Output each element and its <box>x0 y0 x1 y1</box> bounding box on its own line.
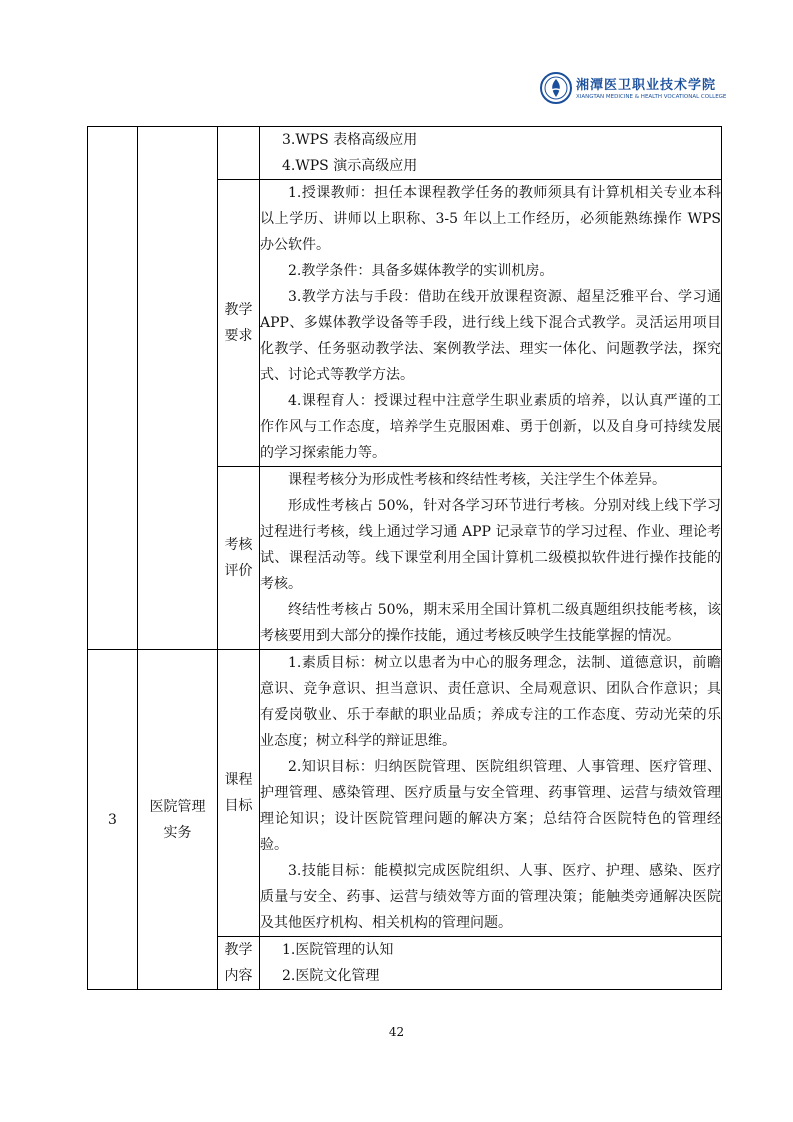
objectives-cell <box>260 650 722 937</box>
content-items-cell <box>260 127 722 180</box>
assessment-label: 考核 评价 <box>218 467 260 650</box>
content-cell <box>260 937 722 990</box>
college-name-cn: 湘潭医卫职业技术学院 <box>576 78 717 93</box>
list-item: 1.医院管理的认知 <box>282 942 394 958</box>
assessment-cell <box>260 467 722 650</box>
assessment-paragraph: 终结性考核占 50%，期末采用全国计算机二级真题组织技能考核，该考核要用到大部分的操作技能，通过考核反映学生技能掌握的情况。 <box>260 602 721 644</box>
requirement-paragraph: 3.教学方法与手段：借助在线开放课程资源、超星泛雅平台、学习通 APP、多媒体教学设备等手段，进行线上线下混合式教学。灵活运用项目化教学、任务驱动教学法、案例教学法、理实一体化、问题教学法，探究式、讨论式等教学方法。 <box>260 289 721 383</box>
list-item: 2.医院文化管理 <box>282 968 380 984</box>
table-row <box>88 650 722 937</box>
requirements-label: 教学 要求 <box>218 180 260 467</box>
objective-paragraph: 1.素质目标：树立以患者为中心的服务理念，法制、道德意识，前瞻意识、竞争意识、担当意识、责任意识、全局观意识、团队合作意识；具有爱岗敬业、乐于奉献的职业品质；养成专注的工作态度、劳动光荣的乐业态度；树立科学的辩证思维。 <box>260 655 721 749</box>
requirements-cell <box>260 180 722 467</box>
course-number-cell: 3 <box>88 650 138 990</box>
course-name-cell: 医院管理 实务 <box>138 650 218 990</box>
college-logo <box>540 68 727 114</box>
course-name-cell-empty <box>138 127 218 650</box>
list-item: 4.WPS 演示高级应用 <box>282 158 418 174</box>
assessment-paragraph: 课程考核分为形成性考核和终结性考核，关注学生个体差异。 <box>288 472 666 488</box>
content-label-cell-empty <box>218 127 260 180</box>
list-item: 3.WPS 表格高级应用 <box>282 132 418 148</box>
objective-paragraph: 3.技能目标：能模拟完成医院组织、人事、医疗、护理、感染、医疗质量与安全、药事、运营与绩效等方面的管理决策；能触类旁通解决医院及其他医疗机构、相关机构的管理问题。 <box>260 863 721 931</box>
objectives-label: 课程 目标 <box>218 650 260 937</box>
assessment-paragraph: 形成性考核占 50%，针对各学习环节进行考核。分别对线上线下学习过程进行考核，线上通过学习通 APP 记录章节的学习过程、作业、理论考试、课程活动等。线下课堂利用全国计算机二级模拟软件进行操作技能的考核。 <box>260 498 721 592</box>
college-name-en: XIANGTAN MEDICINE & HEALTH VOCATIONAL COLLEGE <box>576 94 727 100</box>
requirement-paragraph: 4.课程育人：授课过程中注意学生职业素质的培养，以认真严谨的工作作风与工作态度，培养学生克服困难、勇于创新，以及自身可持续发展的学习探索能力等。 <box>260 393 721 461</box>
page-number: 42 <box>388 1025 405 1039</box>
college-emblem-icon <box>540 72 572 104</box>
course-table <box>87 126 722 990</box>
content-label: 教学 内容 <box>218 937 260 990</box>
objective-paragraph: 2.知识目标：归纳医院管理、医院组织管理、人事管理、医疗管理、护理管理、感染管理、医疗质量与安全管理、药事管理、运营与绩效管理理论知识；设计医院管理问题的解决方案；总结符合医院特色的管理经验。 <box>260 759 721 853</box>
requirement-paragraph: 2.教学条件：具备多媒体教学的实训机房。 <box>288 263 554 279</box>
course-number-cell-empty <box>88 127 138 650</box>
table-row <box>88 127 722 180</box>
requirement-paragraph: 1.授课教师：担任本课程教学任务的教师须具有计算机相关专业本科以上学历、讲师以上职称、3-5 年以上工作经历，必须能熟练操作 WPS 办公软件。 <box>260 185 721 253</box>
